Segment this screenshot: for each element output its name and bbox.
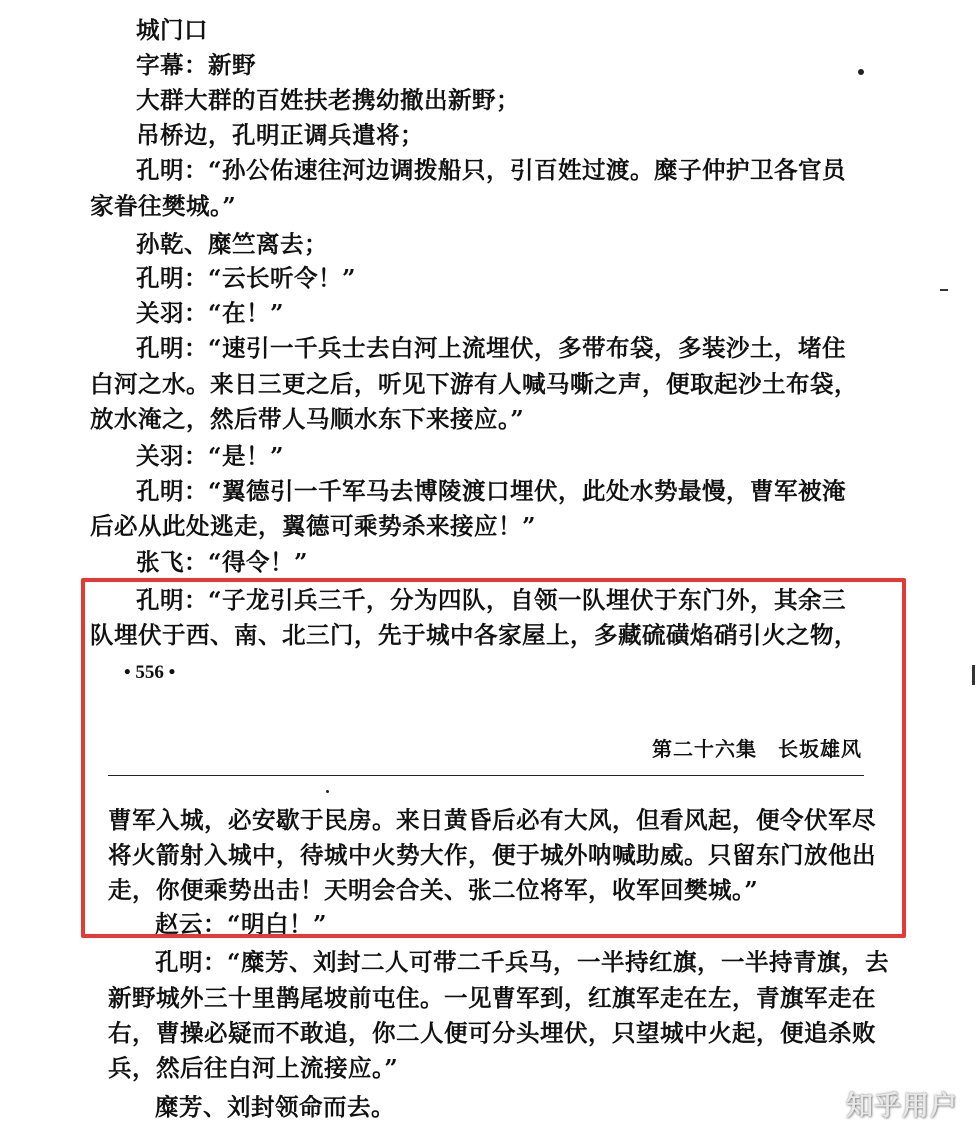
text-line: 走，你便乘势出击！天明会合关、张二位将军，收军回樊城。” bbox=[108, 876, 759, 904]
watermark: 知乎用户 bbox=[846, 1091, 958, 1122]
scan-edge-mark bbox=[940, 289, 948, 291]
text-line: 孔明：“翼德引一千军马去博陵渡口埋伏，此处水势最慢，曹军被淹 bbox=[136, 477, 847, 505]
text-line: 将火箭射入城中，待城中火势大作，便于城外呐喊助威。只留东门放他出 bbox=[108, 841, 876, 869]
text-line: 曹军入城，必安歇于民房。来日黄昏后必有大风，但看风起，便令伏军尽 bbox=[108, 806, 876, 834]
page-number: • 556 • bbox=[124, 662, 176, 683]
text-line: 张飞：“得令！” bbox=[136, 548, 309, 576]
text-line: 关羽：“在！” bbox=[136, 299, 285, 327]
text-line: 孔明：“子龙引兵三千，分为四队，自领一队埋伏于东门外，其余三 bbox=[136, 586, 847, 614]
text-line: 家眷往樊城。” bbox=[90, 192, 237, 220]
text-line: 右，曹操必疑而不敢追，你二人便可分头埋伏，只望城中火起，便追杀败 bbox=[108, 1019, 876, 1047]
text-line: 城门口 bbox=[136, 16, 208, 44]
text-line: 大群大群的百姓扶老携幼撤出新野； bbox=[136, 86, 520, 114]
text-line: 放水淹之，然后带人马顺水东下来接应。” bbox=[90, 405, 525, 433]
text-line: 字幕：新野 bbox=[136, 51, 256, 79]
scan-edge-mark bbox=[972, 665, 975, 685]
text-line: 队埋伏于西、南、北三门，先于城中各家屋上，多藏硫磺焰硝引火之物， bbox=[90, 621, 858, 649]
text-line: 孙乾、糜竺离去； bbox=[136, 230, 328, 258]
running-header: 第二十六集 长坂雄风 bbox=[652, 737, 862, 761]
text-line: 后必从此处逃走，翼德可乘势杀来接应！” bbox=[90, 512, 537, 540]
text-line: 赵云：“明白！” bbox=[155, 910, 328, 938]
text-line: 孔明：“速引一千兵士去白河上流埋伏，多带布袋，多装沙土，堵住 bbox=[136, 334, 847, 362]
scan-speck bbox=[858, 69, 864, 75]
text-line: 吊桥边，孔明正调兵遣将； bbox=[136, 121, 424, 149]
text-line: 关羽：“是！” bbox=[136, 442, 285, 470]
highlight-box bbox=[81, 578, 906, 938]
text-line: 孔明：“糜芳、刘封二人可带二千兵马，一半持红旗，一半持青旗，去 bbox=[155, 948, 890, 976]
scan-speck bbox=[326, 790, 329, 793]
text-line: 糜芳、刘封领命而去。 bbox=[155, 1093, 395, 1121]
text-line: 新野城外三十里鹊尾坡前屯住。一见曹军到，红旗军走在左，青旗军走在 bbox=[108, 984, 876, 1012]
text-line: 兵，然后往白河上流接应。” bbox=[108, 1054, 399, 1082]
text-line: 孔明：“云长听令！” bbox=[136, 264, 357, 292]
text-line: 孔明：“孙公佑速往河边调拨船只，引百姓过渡。糜子仲护卫各官员 bbox=[136, 156, 847, 184]
text-line: 白河之水。来日三更之后，听见下游有人喊马嘶之声，便取起沙土布袋， bbox=[90, 370, 858, 398]
